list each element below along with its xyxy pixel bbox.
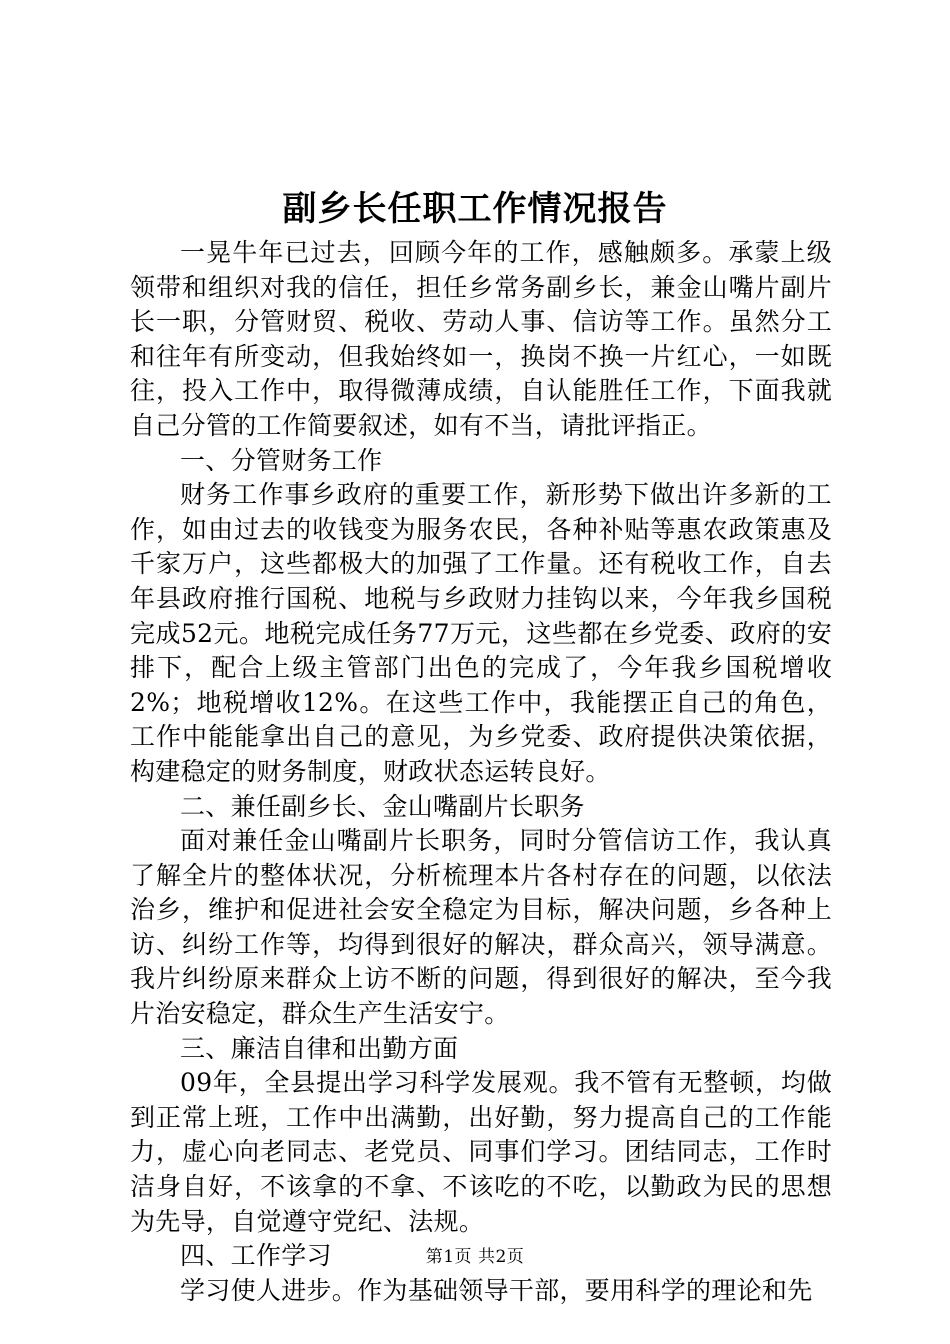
section-heading-3: 三、廉洁自律和出勤方面 [180, 1033, 459, 1063]
document-body [130, 236, 832, 1308]
document-title: 副乡长任职工作情况报告 [282, 189, 668, 229]
section-heading-1: 一、分管财务工作 [180, 445, 383, 475]
section-paragraph-4: 学习使人进步。作为基础领导干部，要用科学的理论和先 [180, 1275, 813, 1305]
intro-paragraph: 一晃牛年已过去，回顾今年的工作，感触颇多。承蒙上级领带和组织对我的信任，担任乡常务副乡长，兼金山嘴片副片长一职，分管财贸、税收、劳动人事、信访等工作。虽然分工和往年有所变动，但我始终如一，换岗不换一片红心，一如既往，投入工作中，取得微薄成绩，自认能胜任工作，下面我就自己分管的工作简要叙述，如有不当，请批评指正。 [130, 238, 832, 440]
section-paragraph-1: 财务工作事乡政府的重要工作，新形势下做出许多新的工作，如由过去的收钱变为服务农民，各种补贴等惠农政策惠及千家万户，这些都极大的加强了工作量。还有税收工作，自去年县政府推行国税、地税与乡政财力挂钩以来，今年我乡国税完成52元。地税完成任务77万元，这些都在乡党委、政府的安排下，配合上级主管部门出色的完成了，今年我乡国税增收2%；地税增收12%。在这些工作中，我能摆正自己的角色，工作中能能拿出自己的意见，为乡党委、政府提供决策依据，构建稳定的财务制度，财政状态运转良好。 [130, 480, 832, 786]
page-footer: 第1页 共2页 [425, 1247, 525, 1267]
section-paragraph-3: 09年，全县提出学习科学发展观。我不管有无整顿，均做到正常上班，工作中出满勤，出好勤，努力提高自己的工作能力，虚心向老同志、老党员、同事们学习。团结同志，工作时洁身自好，不该拿的不拿、不该吃的不吃，以勤政为民的思想为先导，自觉遵守党纪、法规。 [130, 1068, 832, 1236]
section-paragraph-2: 面对兼任金山嘴副片长职务，同时分管信访工作，我认真了解全片的整体状况，分析梳理本片各村存在的问题，以依法治乡，维护和促进社会安全稳定为目标，解决问题，乡各种上访、纠纷工作等，均得到很好的解决，群众高兴，领导满意。我片纠纷原来群众上访不断的问题，得到很好的解决，至今我片治安稳定，群众生产生活安宁。 [130, 826, 832, 1029]
section-heading-4: 四、工作学习 [180, 1241, 332, 1271]
section-heading-2: 二、兼任副乡长、金山嘴副片长职务 [180, 791, 585, 821]
